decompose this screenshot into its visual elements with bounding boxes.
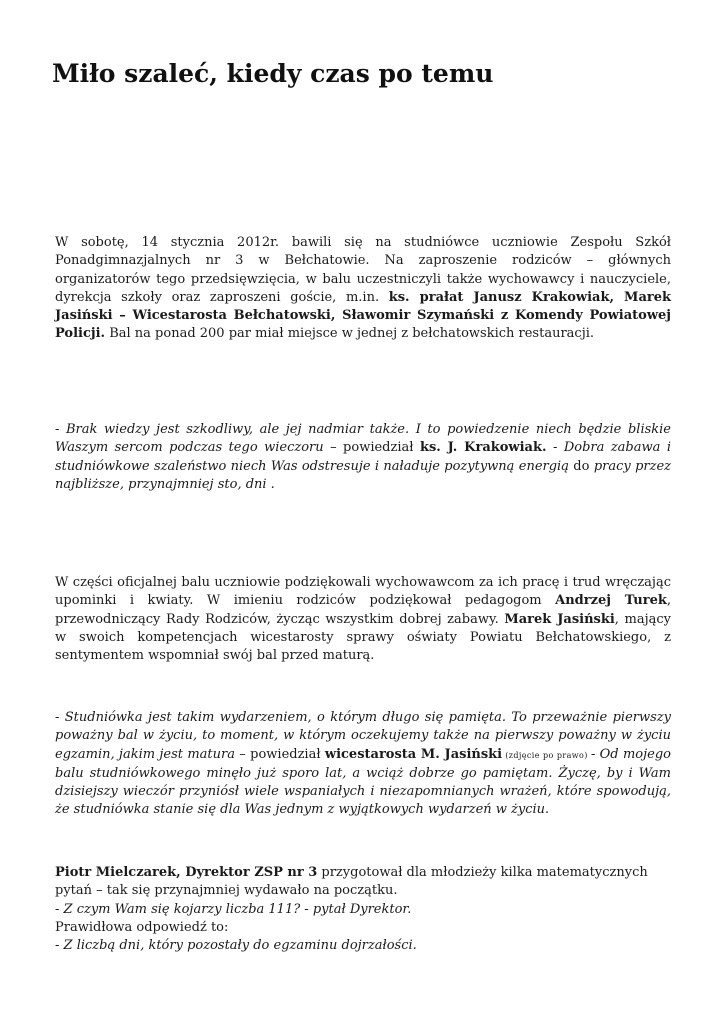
paragraph-intro bbox=[55, 234, 671, 344]
official-name-turek: Andrzej Turek bbox=[555, 593, 667, 609]
official-text: W części oficjalnej balu uczniowie podziękowali wychowawcom za ich pracę i trud wręczając upominki i kwiaty. W imieniu rodziców podziękował pedagogom bbox=[55, 575, 671, 609]
answer-label: Prawidłowa odpowiedź to: bbox=[55, 919, 229, 935]
official-text-mid: , przewodniczący Rady Rodziców, życząc wszystkim dobrej zabawy. bbox=[55, 593, 672, 627]
director-question: - Z czym Wam się kojarzy liczba 111? - pytał Dyrektor. bbox=[55, 901, 412, 917]
official-text-end: , mający w swoich kompetencjach wicestarosty sprawy oświaty Powiatu Bełchatowskiego, z sentymentem wspomniał swój bal przed maturą. bbox=[55, 611, 671, 664]
quote2-attribution: – powiedział bbox=[234, 746, 325, 762]
quote2-text: - Studniówka jest takim wydarzeniem, o którym długo się pamięta. To przeważnie pierwszy poważny bal w życiu, to moment, w którym oczekujemy także na pierwszy poważny w życiu egzamin, jakim jest matura bbox=[55, 710, 671, 762]
quote-speaker: ks. J. Krakowiak. bbox=[419, 440, 547, 456]
intro-guests: ks. prałat Janusz Krakowiak, Marek Jasiński – Wicestarosta Bełchatowski, Sławomir Szymański z Komendy Powiatowej Policji. bbox=[55, 289, 671, 342]
quote2-speaker: wicestarosta M. Jasiński bbox=[324, 746, 503, 762]
director-line bbox=[55, 864, 671, 901]
director-name: Piotr Mielczarek, Dyrektor ZSP nr 3 bbox=[55, 865, 318, 880]
answer-text: - Z liczbą dni, który pozostały do egzaminu dojrzałości. bbox=[55, 938, 417, 954]
quote-attribution: – powiedział bbox=[323, 440, 420, 456]
quote-text-end: pracy przez najbliższe, przynajmniej sto, dni . bbox=[55, 458, 671, 492]
director-text: przygotował dla młodzieży kilka matematycznych pytań – tak się przynajmniej wydawało na początku. bbox=[55, 865, 648, 899]
official-name-jasinski: Marek Jasiński bbox=[504, 611, 615, 627]
article-title: Miło szaleć, kiedy czas po temu bbox=[52, 59, 494, 88]
quote-text-continued: - Dobra zabawa i studniówkowe szaleństwo niech Was odstresuje i naładuje pozytywną energią bbox=[55, 440, 671, 474]
intro-text-end: Bal na ponad 200 par miał miejsce w jednej z bełchatowskich restauracji. bbox=[105, 326, 595, 342]
paragraph-director bbox=[55, 864, 671, 955]
quote2-text-end: - Od mojego balu studniówkowego minęło już sporo lat, a wciąż dobrze go pamiętam. Życzę, by i Wam dzisiejszy wieczór przyniósł wiele wspaniałych i niezapomnianych wrażeń, które spowodują, że studniówka stanie się dla Was jednym z wyjątkowych wydarzeń w życiu. bbox=[55, 746, 671, 818]
photo-caption-note: (zdjęcie po prawo) bbox=[502, 750, 591, 760]
paragraph-quote-krakowiak bbox=[55, 421, 671, 494]
intro-text: W sobotę, 14 stycznia 2012r. bawili się na studniówce uczniowie Zespołu Szkół Ponadgimnazjalnych nr 3 w Bełchatowie. Na zaproszenie rodziców – głównych organizatorów tego przedsięwzięcia, w balu uczestniczyli także wychowawcy i nauczyciele, dyrekcja szkoły oraz zaproszeni goście, m.in. bbox=[55, 235, 671, 305]
paragraph-official-part bbox=[55, 574, 671, 665]
paragraph-quote-jasinski bbox=[55, 709, 671, 820]
quote-connector: do bbox=[568, 458, 594, 474]
quote-text: - Brak wiedzy jest szkodliwy, ale jej nadmiar także. I to powiedzenie niech będzie bliskie Waszym sercom podczas tego wieczoru bbox=[55, 422, 671, 456]
